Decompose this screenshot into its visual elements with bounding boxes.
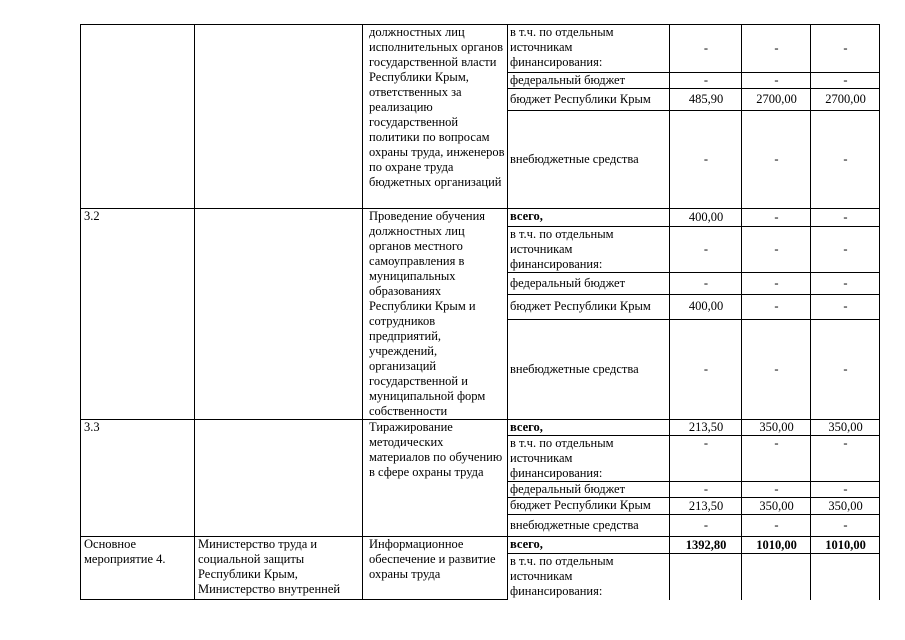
cell-value: -	[670, 25, 742, 73]
cell-value: 400,00	[670, 295, 742, 319]
cell-value: 2700,00	[742, 89, 811, 111]
cell-executor-empty	[195, 420, 363, 537]
cell-value: -	[742, 436, 811, 482]
cell-description: Информационное обеспечение и развитие охраны труда	[363, 537, 508, 600]
cell-value: -	[742, 227, 811, 273]
cell-value: -	[742, 73, 811, 89]
cell-executor-empty	[195, 209, 363, 420]
cell-value: 1392,80	[670, 537, 742, 554]
cell-source-label: всего,	[508, 209, 670, 227]
cell-value: -	[811, 436, 880, 482]
cell-value: -	[742, 295, 811, 319]
cell-value: -	[670, 436, 742, 482]
cell-value: -	[742, 515, 811, 537]
cell-value: -	[670, 73, 742, 89]
cell-source-label: в т.ч. по отдельным источникам финансирования:	[508, 436, 670, 482]
cell-value: 400,00	[670, 209, 742, 227]
cell-value: -	[670, 227, 742, 273]
cell-value: -	[742, 319, 811, 420]
cell-number-empty	[81, 25, 195, 209]
cell-source-label: в т.ч. по отдельным источникам финансирования:	[508, 227, 670, 273]
cell-value: -	[742, 111, 811, 209]
cell-source-label: бюджет Республики Крым	[508, 498, 670, 515]
cell-value: -	[811, 73, 880, 89]
cell-value: -	[811, 482, 880, 498]
cell-value: -	[670, 273, 742, 295]
cell-value: -	[742, 25, 811, 73]
cell-value: 350,00	[811, 420, 880, 436]
cell-value: 213,50	[670, 420, 742, 436]
cell-source-label: внебюджетные средства	[508, 111, 670, 209]
cell-value: 213,50	[670, 498, 742, 515]
cell-executor-empty	[195, 25, 363, 209]
cell-source-label: федеральный бюджет	[508, 73, 670, 89]
table-row	[81, 25, 880, 73]
cell-value	[742, 554, 811, 600]
cell-value: 350,00	[811, 498, 880, 515]
cell-value	[811, 554, 880, 600]
cell-description: должностных лиц исполнительных органов государственной власти Республики Крым, ответственных за реализацию государственной политики по вопросам охраны труда, инженеров по охране труда бюджетных организаций	[363, 25, 508, 209]
cell-value: -	[811, 319, 880, 420]
cell-value	[670, 554, 742, 600]
cell-source-label: бюджет Республики Крым	[508, 89, 670, 111]
cell-number: 3.2	[81, 209, 195, 420]
budget-table	[80, 24, 880, 600]
cell-source-label: всего,	[508, 420, 670, 436]
cell-executor: Министерство труда и социальной защиты Республики Крым, Министерство внутренней	[195, 537, 363, 600]
cell-value: -	[811, 227, 880, 273]
cell-source-label: в т.ч. по отдельным источникам финансирования:	[508, 25, 670, 73]
cell-value: 1010,00	[811, 537, 880, 554]
cell-description: Проведение обучения должностных лиц органов местного самоуправления в муниципальных образованиях Республики Крым и сотрудников предприятий, учреждений, организаций государственной и муниципальной форм собственности	[363, 209, 508, 420]
cell-value: -	[811, 25, 880, 73]
cell-value: 350,00	[742, 498, 811, 515]
cell-source-label: бюджет Республики Крым	[508, 295, 670, 319]
cell-value: -	[670, 515, 742, 537]
cell-value: -	[742, 273, 811, 295]
cell-source-label: федеральный бюджет	[508, 482, 670, 498]
cell-value: -	[811, 111, 880, 209]
table-row	[81, 209, 880, 227]
cell-value: 485,90	[670, 89, 742, 111]
cell-source-label: в т.ч. по отдельным источникам финансирования:	[508, 554, 670, 600]
cell-source-label: внебюджетные средства	[508, 319, 670, 420]
cell-source-label: внебюджетные средства	[508, 515, 670, 537]
cell-value: -	[811, 273, 880, 295]
cell-number: Основное мероприятие 4.	[81, 537, 195, 600]
cell-value: -	[670, 482, 742, 498]
cell-value: -	[670, 111, 742, 209]
cell-value: -	[811, 515, 880, 537]
table-row	[81, 420, 880, 436]
cell-value: 2700,00	[811, 89, 880, 111]
cell-value: 1010,00	[742, 537, 811, 554]
cell-source-label: всего,	[508, 537, 670, 554]
cell-value: -	[742, 209, 811, 227]
cell-value: -	[670, 319, 742, 420]
cell-source-label: федеральный бюджет	[508, 273, 670, 295]
cell-value: -	[742, 482, 811, 498]
cell-description: Тиражирование методических материалов по обучению в сфере охраны труда	[363, 420, 508, 537]
table-row	[81, 537, 880, 554]
cell-number: 3.3	[81, 420, 195, 537]
cell-value: 350,00	[742, 420, 811, 436]
cell-value: -	[811, 295, 880, 319]
cell-value: -	[811, 209, 880, 227]
